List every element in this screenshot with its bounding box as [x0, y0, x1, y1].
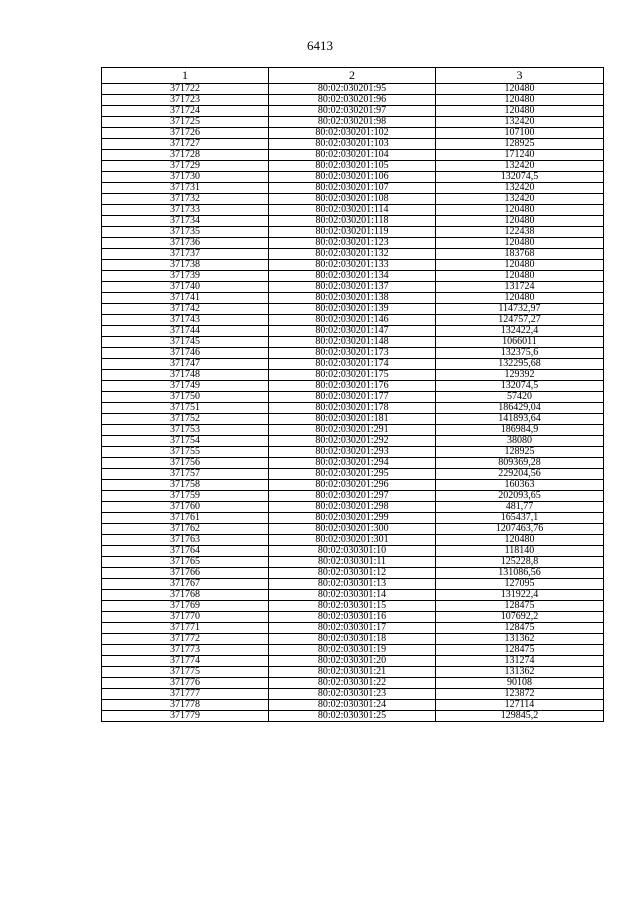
cadastral-number-cell: 80:02:030301:17: [269, 623, 436, 634]
cadastral-number-cell: 80:02:030201:300: [269, 524, 436, 535]
cadastral-number-cell: 80:02:030201:114: [269, 205, 436, 216]
value-cell: 809369,28: [436, 458, 604, 469]
cadastral-number-cell: 80:02:030301:15: [269, 601, 436, 612]
cadastral-number-cell: 80:02:030301:14: [269, 590, 436, 601]
table-row: [102, 271, 604, 282]
cadastral-number-cell: 80:02:030301:13: [269, 579, 436, 590]
cadastral-number-cell: 80:02:030301:22: [269, 678, 436, 689]
row-number-cell: 371771: [102, 623, 269, 634]
table-row: [102, 590, 604, 601]
table-row: [102, 568, 604, 579]
page-number: 6413: [307, 38, 333, 53]
cadastral-number-cell: 80:02:030201:174: [269, 359, 436, 370]
table-row: [102, 128, 604, 139]
cadastral-number-cell: 80:02:030201:102: [269, 128, 436, 139]
row-number-cell: 371764: [102, 546, 269, 557]
value-cell: 120480: [436, 271, 604, 282]
cadastral-number-cell: 80:02:030201:107: [269, 183, 436, 194]
table-row: [102, 612, 604, 623]
row-number-cell: 371746: [102, 348, 269, 359]
row-number-cell: 371724: [102, 106, 269, 117]
row-number-cell: 371731: [102, 183, 269, 194]
value-cell: 186984,9: [436, 425, 604, 436]
cadastral-number-cell: 80:02:030201:298: [269, 502, 436, 513]
value-cell: 131724: [436, 282, 604, 293]
value-cell: 128475: [436, 645, 604, 656]
cadastral-number-cell: 80:02:030301:21: [269, 667, 436, 678]
value-cell: 202093,65: [436, 491, 604, 502]
value-cell: 120480: [436, 106, 604, 117]
value-cell: 120480: [436, 205, 604, 216]
row-number-cell: 371779: [102, 711, 269, 722]
cadastral-number-cell: 80:02:030201:146: [269, 315, 436, 326]
table-row: [102, 183, 604, 194]
table-row: [102, 645, 604, 656]
row-number-cell: 371765: [102, 557, 269, 568]
cadastral-number-cell: 80:02:030201:137: [269, 282, 436, 293]
table-row: [102, 315, 604, 326]
column-header-2: 2: [269, 68, 436, 84]
table-row: [102, 414, 604, 425]
table-row: [102, 601, 604, 612]
table-row: [102, 304, 604, 315]
value-cell: 127095: [436, 579, 604, 590]
table-row: [102, 656, 604, 667]
table-row: [102, 84, 604, 95]
value-cell: 131274: [436, 656, 604, 667]
row-number-cell: 371766: [102, 568, 269, 579]
row-number-cell: 371762: [102, 524, 269, 535]
row-number-cell: 371726: [102, 128, 269, 139]
table-row: [102, 557, 604, 568]
cadastral-number-cell: 80:02:030201:295: [269, 469, 436, 480]
table-row: [102, 667, 604, 678]
cadastral-number-cell: 80:02:030201:95: [269, 84, 436, 95]
cadastral-number-cell: 80:02:030201:175: [269, 370, 436, 381]
value-cell: 132074,5: [436, 381, 604, 392]
table-row: [102, 282, 604, 293]
table-row: [102, 535, 604, 546]
value-cell: 129845,2: [436, 711, 604, 722]
table-row: [102, 161, 604, 172]
value-cell: 132375,6: [436, 348, 604, 359]
row-number-cell: 371763: [102, 535, 269, 546]
value-cell: 107692,2: [436, 612, 604, 623]
table-row: [102, 216, 604, 227]
table-row: [102, 469, 604, 480]
value-cell: 90108: [436, 678, 604, 689]
row-number-cell: 371722: [102, 84, 269, 95]
row-number-cell: 371725: [102, 117, 269, 128]
cadastral-number-cell: 80:02:030201:123: [269, 238, 436, 249]
column-header-3: 3: [436, 68, 604, 84]
cadastral-number-cell: 80:02:030201:294: [269, 458, 436, 469]
row-number-cell: 371743: [102, 315, 269, 326]
cadastral-number-cell: 80:02:030201:97: [269, 106, 436, 117]
value-cell: 131086,56: [436, 568, 604, 579]
row-number-cell: 371723: [102, 95, 269, 106]
cadastral-number-cell: 80:02:030201:119: [269, 227, 436, 238]
row-number-cell: 371744: [102, 326, 269, 337]
table-row: [102, 381, 604, 392]
row-number-cell: 371774: [102, 656, 269, 667]
value-cell: 120480: [436, 535, 604, 546]
cadastral-number-cell: 80:02:030201:139: [269, 304, 436, 315]
cadastral-number-cell: 80:02:030201:293: [269, 447, 436, 458]
value-cell: 120480: [436, 84, 604, 95]
row-number-cell: 371733: [102, 205, 269, 216]
cadastral-number-cell: 80:02:030201:176: [269, 381, 436, 392]
cadastral-number-cell: 80:02:030201:148: [269, 337, 436, 348]
table-row: [102, 447, 604, 458]
value-cell: 123872: [436, 689, 604, 700]
table-row: [102, 326, 604, 337]
value-cell: 132420: [436, 161, 604, 172]
row-number-cell: 371759: [102, 491, 269, 502]
row-number-cell: 371734: [102, 216, 269, 227]
row-number-cell: 371729: [102, 161, 269, 172]
row-number-cell: 371740: [102, 282, 269, 293]
cadastral-number-cell: 80:02:030201:133: [269, 260, 436, 271]
cadastral-number-cell: 80:02:030201:105: [269, 161, 436, 172]
table-row: [102, 249, 604, 260]
value-cell: 38080: [436, 436, 604, 447]
value-cell: 1207463,76: [436, 524, 604, 535]
row-number-cell: 371770: [102, 612, 269, 623]
table-row: [102, 392, 604, 403]
cadastral-number-cell: 80:02:030201:181: [269, 414, 436, 425]
table-row: [102, 117, 604, 128]
table-row: [102, 480, 604, 491]
value-cell: 114732,97: [436, 304, 604, 315]
cadastral-number-cell: 80:02:030201:297: [269, 491, 436, 502]
cadastral-number-cell: 80:02:030201:299: [269, 513, 436, 524]
table-row: [102, 579, 604, 590]
table-row: [102, 205, 604, 216]
row-number-cell: 371753: [102, 425, 269, 436]
table-row: [102, 689, 604, 700]
table-row: [102, 425, 604, 436]
value-cell: 57420: [436, 392, 604, 403]
table-row: [102, 458, 604, 469]
cadastral-number-cell: 80:02:030201:103: [269, 139, 436, 150]
table-row: [102, 700, 604, 711]
value-cell: 171240: [436, 150, 604, 161]
table-row: [102, 293, 604, 304]
cadastral-number-cell: 80:02:030201:104: [269, 150, 436, 161]
value-cell: 128925: [436, 139, 604, 150]
row-number-cell: 371777: [102, 689, 269, 700]
table-body: [102, 84, 604, 722]
table-row: [102, 260, 604, 271]
row-number-cell: 371747: [102, 359, 269, 370]
cadastral-number-cell: 80:02:030301:11: [269, 557, 436, 568]
cadastral-number-cell: 80:02:030301:24: [269, 700, 436, 711]
value-cell: 183768: [436, 249, 604, 260]
table-row: [102, 238, 604, 249]
row-number-cell: 371737: [102, 249, 269, 260]
row-number-cell: 371752: [102, 414, 269, 425]
row-number-cell: 371751: [102, 403, 269, 414]
value-cell: 128925: [436, 447, 604, 458]
cadastral-number-cell: 80:02:030201:177: [269, 392, 436, 403]
value-cell: 132422,4: [436, 326, 604, 337]
value-cell: 229204,56: [436, 469, 604, 480]
table-row: [102, 711, 604, 722]
cadastral-number-cell: 80:02:030301:18: [269, 634, 436, 645]
table-row: [102, 634, 604, 645]
cadastral-number-cell: 80:02:030201:292: [269, 436, 436, 447]
value-cell: 125228,8: [436, 557, 604, 568]
value-cell: 131362: [436, 634, 604, 645]
row-number-cell: 371756: [102, 458, 269, 469]
cadastral-number-cell: 80:02:030201:134: [269, 271, 436, 282]
cadastral-number-cell: 80:02:030201:301: [269, 535, 436, 546]
cadastral-number-cell: 80:02:030201:118: [269, 216, 436, 227]
value-cell: 160363: [436, 480, 604, 491]
value-cell: 120480: [436, 238, 604, 249]
row-number-cell: 371735: [102, 227, 269, 238]
row-number-cell: 371736: [102, 238, 269, 249]
value-cell: 120480: [436, 216, 604, 227]
table-row: [102, 623, 604, 634]
table-row: [102, 524, 604, 535]
value-cell: 1066011: [436, 337, 604, 348]
value-cell: 165437,1: [436, 513, 604, 524]
row-number-cell: 371773: [102, 645, 269, 656]
value-cell: 128475: [436, 623, 604, 634]
row-number-cell: 371749: [102, 381, 269, 392]
cadastral-number-cell: 80:02:030301:12: [269, 568, 436, 579]
row-number-cell: 371758: [102, 480, 269, 491]
row-number-cell: 371755: [102, 447, 269, 458]
value-cell: 120480: [436, 95, 604, 106]
value-cell: 124757,27: [436, 315, 604, 326]
value-cell: 132420: [436, 183, 604, 194]
table-header-row: [102, 68, 604, 84]
cadastral-number-cell: 80:02:030201:98: [269, 117, 436, 128]
row-number-cell: 371730: [102, 172, 269, 183]
cadastral-number-cell: 80:02:030201:178: [269, 403, 436, 414]
cadastral-number-cell: 80:02:030301:10: [269, 546, 436, 557]
value-cell: 132420: [436, 194, 604, 205]
cadastral-number-cell: 80:02:030201:108: [269, 194, 436, 205]
row-number-cell: 371741: [102, 293, 269, 304]
cadastral-number-cell: 80:02:030201:291: [269, 425, 436, 436]
table-row: [102, 546, 604, 557]
cadastral-number-cell: 80:02:030201:138: [269, 293, 436, 304]
cadastral-number-cell: 80:02:030301:23: [269, 689, 436, 700]
table-row: [102, 227, 604, 238]
table-row: [102, 502, 604, 513]
value-cell: 131362: [436, 667, 604, 678]
value-cell: 120480: [436, 260, 604, 271]
row-number-cell: 371739: [102, 271, 269, 282]
table-row: [102, 337, 604, 348]
row-number-cell: 371732: [102, 194, 269, 205]
table-row: [102, 348, 604, 359]
row-number-cell: 371754: [102, 436, 269, 447]
table-row: [102, 513, 604, 524]
row-number-cell: 371768: [102, 590, 269, 601]
cadastral-number-cell: 80:02:030201:147: [269, 326, 436, 337]
table-row: [102, 95, 604, 106]
row-number-cell: 371745: [102, 337, 269, 348]
table-row: [102, 491, 604, 502]
cadastral-number-cell: 80:02:030301:19: [269, 645, 436, 656]
value-cell: 122438: [436, 227, 604, 238]
value-cell: 107100: [436, 128, 604, 139]
cadastral-number-cell: 80:02:030301:25: [269, 711, 436, 722]
row-number-cell: 371738: [102, 260, 269, 271]
table-row: [102, 403, 604, 414]
table-row: [102, 139, 604, 150]
value-cell: 132074,5: [436, 172, 604, 183]
value-cell: 128475: [436, 601, 604, 612]
table-row: [102, 150, 604, 161]
value-cell: 481,77: [436, 502, 604, 513]
table-row: [102, 436, 604, 447]
value-cell: 132420: [436, 117, 604, 128]
row-number-cell: 371772: [102, 634, 269, 645]
cadastral-number-cell: 80:02:030301:20: [269, 656, 436, 667]
cadastral-number-cell: 80:02:030201:132: [269, 249, 436, 260]
row-number-cell: 371767: [102, 579, 269, 590]
value-cell: 127114: [436, 700, 604, 711]
cadastral-number-cell: 80:02:030201:296: [269, 480, 436, 491]
value-cell: 131922,4: [436, 590, 604, 601]
row-number-cell: 371769: [102, 601, 269, 612]
row-number-cell: 371775: [102, 667, 269, 678]
row-number-cell: 371757: [102, 469, 269, 480]
table-row: [102, 370, 604, 381]
row-number-cell: 371761: [102, 513, 269, 524]
value-cell: 118140: [436, 546, 604, 557]
cadastral-number-cell: 80:02:030201:96: [269, 95, 436, 106]
value-cell: 120480: [436, 293, 604, 304]
row-number-cell: 371760: [102, 502, 269, 513]
table-row: [102, 106, 604, 117]
row-number-cell: 371728: [102, 150, 269, 161]
table-row: [102, 359, 604, 370]
row-number-cell: 371776: [102, 678, 269, 689]
row-number-cell: 371750: [102, 392, 269, 403]
column-header-1: 1: [102, 68, 269, 84]
value-cell: 141893,64: [436, 414, 604, 425]
registry-table: [101, 67, 604, 722]
table-row: [102, 194, 604, 205]
cadastral-number-cell: 80:02:030301:16: [269, 612, 436, 623]
cadastral-number-cell: 80:02:030201:106: [269, 172, 436, 183]
value-cell: 186429,04: [436, 403, 604, 414]
row-number-cell: 371748: [102, 370, 269, 381]
value-cell: 129392: [436, 370, 604, 381]
row-number-cell: 371727: [102, 139, 269, 150]
row-number-cell: 371742: [102, 304, 269, 315]
cadastral-number-cell: 80:02:030201:173: [269, 348, 436, 359]
table-row: [102, 678, 604, 689]
row-number-cell: 371778: [102, 700, 269, 711]
value-cell: 132295,68: [436, 359, 604, 370]
table-row: [102, 172, 604, 183]
